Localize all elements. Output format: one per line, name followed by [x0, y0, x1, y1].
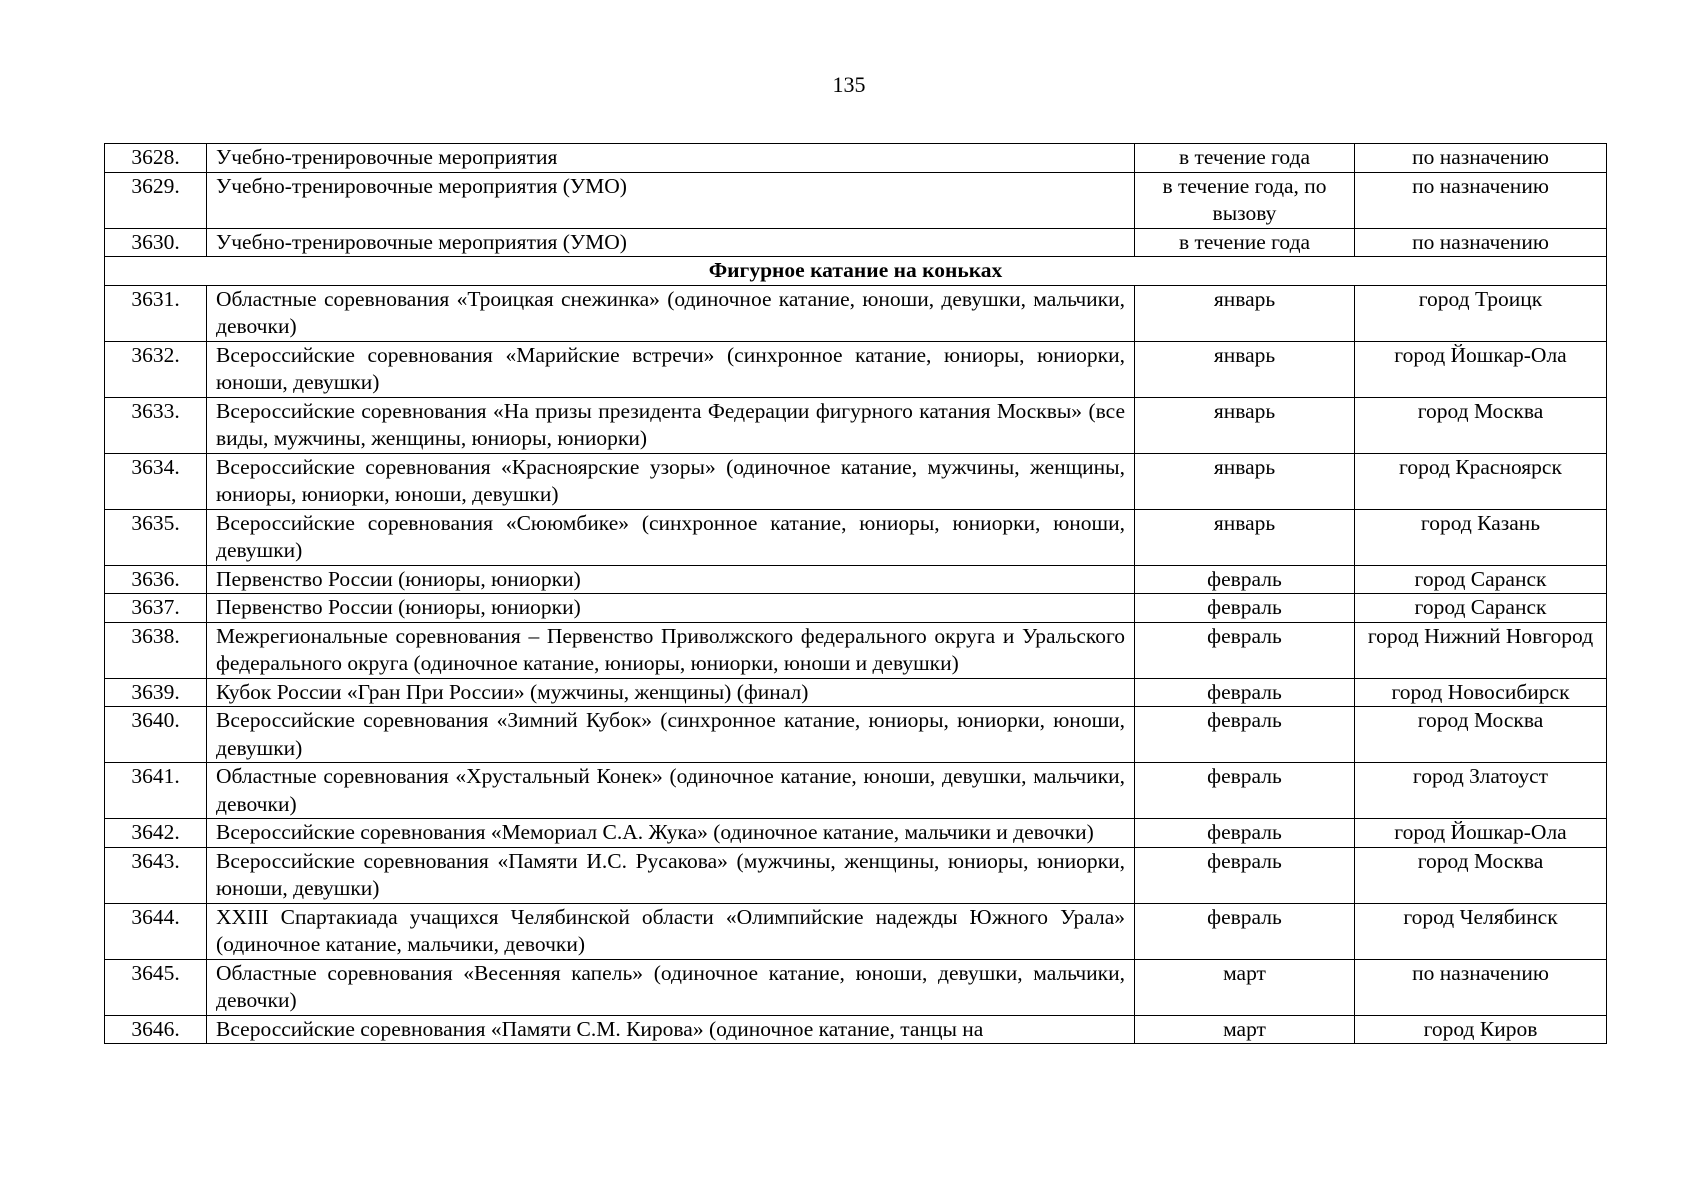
table-row — [105, 594, 1607, 623]
event-date: февраль — [1135, 622, 1355, 678]
event-place: город Йошкар-Ола — [1355, 341, 1607, 397]
event-date: февраль — [1135, 903, 1355, 959]
event-title: Всероссийские соревнования «Сююмбике» (синхронное катание, юниоры, юниорки, юноши, девушки) — [207, 509, 1135, 565]
event-title: Первенство России (юниоры, юниорки) — [207, 594, 1135, 623]
event-place: по назначению — [1355, 172, 1607, 228]
event-title: Всероссийские соревнования «Мемориал С.А. Жука» (одиночное катание, мальчики и девочки) — [207, 819, 1135, 848]
table-row — [105, 1015, 1607, 1044]
event-title: Учебно-тренировочные мероприятия — [207, 144, 1135, 173]
event-title: Учебно-тренировочные мероприятия (УМО) — [207, 172, 1135, 228]
row-number: 3636. — [105, 565, 207, 594]
event-title: Всероссийские соревнования «Зимний Кубок» (синхронное катание, юниоры, юниорки, юноши, девушки) — [207, 707, 1135, 763]
table-row — [105, 903, 1607, 959]
event-title: Всероссийские соревнования «На призы президента Федерации фигурного катания Москвы» (все виды, мужчины, женщины, юниоры, юниорки) — [207, 397, 1135, 453]
page-number: 135 — [832, 72, 866, 97]
table-row — [105, 144, 1607, 173]
row-number: 3628. — [105, 144, 207, 173]
event-place: город Москва — [1355, 847, 1607, 903]
row-number: 3641. — [105, 763, 207, 819]
event-date: январь — [1135, 285, 1355, 341]
event-place: город Москва — [1355, 397, 1607, 453]
event-date: январь — [1135, 509, 1355, 565]
table-row — [105, 172, 1607, 228]
row-number: 3629. — [105, 172, 207, 228]
event-place: город Саранск — [1355, 565, 1607, 594]
event-place: город Саранск — [1355, 594, 1607, 623]
event-place: город Москва — [1355, 707, 1607, 763]
event-title: Всероссийские соревнования «Памяти И.С. Русакова» (мужчины, женщины, юниоры, юниорки, юноши, девушки) — [207, 847, 1135, 903]
event-place: город Златоуст — [1355, 763, 1607, 819]
event-place: город Новосибирск — [1355, 678, 1607, 707]
event-date: февраль — [1135, 565, 1355, 594]
table-row — [105, 819, 1607, 848]
row-number: 3643. — [105, 847, 207, 903]
table-row — [105, 285, 1607, 341]
row-number: 3646. — [105, 1015, 207, 1044]
event-title: Учебно-тренировочные мероприятия (УМО) — [207, 228, 1135, 257]
event-title: Областные соревнования «Троицкая снежинка» (одиночное катание, юноши, девушки, мальчики, девочки) — [207, 285, 1135, 341]
row-number: 3630. — [105, 228, 207, 257]
schedule-table — [104, 143, 1607, 1044]
event-date: февраль — [1135, 678, 1355, 707]
event-date: февраль — [1135, 763, 1355, 819]
table-row — [105, 622, 1607, 678]
table-row — [105, 959, 1607, 1015]
row-number: 3637. — [105, 594, 207, 623]
event-title: Областные соревнования «Весенняя капель» (одиночное катание, юноши, девушки, мальчики, девочки) — [207, 959, 1135, 1015]
event-place: по назначению — [1355, 228, 1607, 257]
row-number: 3640. — [105, 707, 207, 763]
event-date: февраль — [1135, 847, 1355, 903]
event-date: март — [1135, 1015, 1355, 1044]
table-row — [105, 397, 1607, 453]
event-title: Кубок России «Гран При России» (мужчины, женщины) (финал) — [207, 678, 1135, 707]
event-place: город Казань — [1355, 509, 1607, 565]
row-number: 3642. — [105, 819, 207, 848]
event-date: январь — [1135, 341, 1355, 397]
event-date: январь — [1135, 397, 1355, 453]
event-place: город Нижний Новгород — [1355, 622, 1607, 678]
event-date: в течение года — [1135, 144, 1355, 173]
table-row — [105, 847, 1607, 903]
event-title: Областные соревнования «Хрустальный Конек» (одиночное катание, юноши, девушки, мальчики, девочки) — [207, 763, 1135, 819]
table-row — [105, 341, 1607, 397]
event-title: Межрегиональные соревнования – Первенство Приволжского федерального округа и Уральского федерального округа (одиночное катание, юниоры, юниорки, юноши и девушки) — [207, 622, 1135, 678]
event-date: февраль — [1135, 707, 1355, 763]
event-place: по назначению — [1355, 959, 1607, 1015]
event-place: город Красноярск — [1355, 453, 1607, 509]
event-place: город Киров — [1355, 1015, 1607, 1044]
row-number: 3631. — [105, 285, 207, 341]
section-title: Фигурное катание на коньках — [105, 257, 1607, 286]
schedule-rows — [105, 144, 1607, 1044]
event-place: город Йошкар-Ола — [1355, 819, 1607, 848]
event-date: в течение года, по вызову — [1135, 172, 1355, 228]
event-date: февраль — [1135, 819, 1355, 848]
event-place: город Троицк — [1355, 285, 1607, 341]
table-row — [105, 763, 1607, 819]
event-title: Всероссийские соревнования «Марийские встречи» (синхронное катание, юниоры, юниорки, юноши, девушки) — [207, 341, 1135, 397]
row-number: 3633. — [105, 397, 207, 453]
event-place: город Челябинск — [1355, 903, 1607, 959]
row-number: 3634. — [105, 453, 207, 509]
section-header-row — [105, 257, 1607, 286]
event-date: март — [1135, 959, 1355, 1015]
row-number: 3645. — [105, 959, 207, 1015]
event-date: в течение года — [1135, 228, 1355, 257]
table-row — [105, 678, 1607, 707]
event-title: Всероссийские соревнования «Красноярские узоры» (одиночное катание, мужчины, женщины, юниоры, юниорки, юноши, девушки) — [207, 453, 1135, 509]
table-row — [105, 453, 1607, 509]
event-title: Первенство России (юниоры, юниорки) — [207, 565, 1135, 594]
table-row — [105, 707, 1607, 763]
event-date: январь — [1135, 453, 1355, 509]
row-number: 3644. — [105, 903, 207, 959]
row-number: 3639. — [105, 678, 207, 707]
table-row — [105, 565, 1607, 594]
table-row — [105, 509, 1607, 565]
event-date: февраль — [1135, 594, 1355, 623]
row-number: 3632. — [105, 341, 207, 397]
event-title: XXIII Спартакиада учащихся Челябинской области «Олимпийские надежды Южного Урала» (одиночное катание, мальчики, девочки) — [207, 903, 1135, 959]
event-title: Всероссийские соревнования «Памяти С.М. Кирова» (одиночное катание, танцы на — [207, 1015, 1135, 1044]
event-place: по назначению — [1355, 144, 1607, 173]
row-number: 3635. — [105, 509, 207, 565]
table-row — [105, 228, 1607, 257]
row-number: 3638. — [105, 622, 207, 678]
